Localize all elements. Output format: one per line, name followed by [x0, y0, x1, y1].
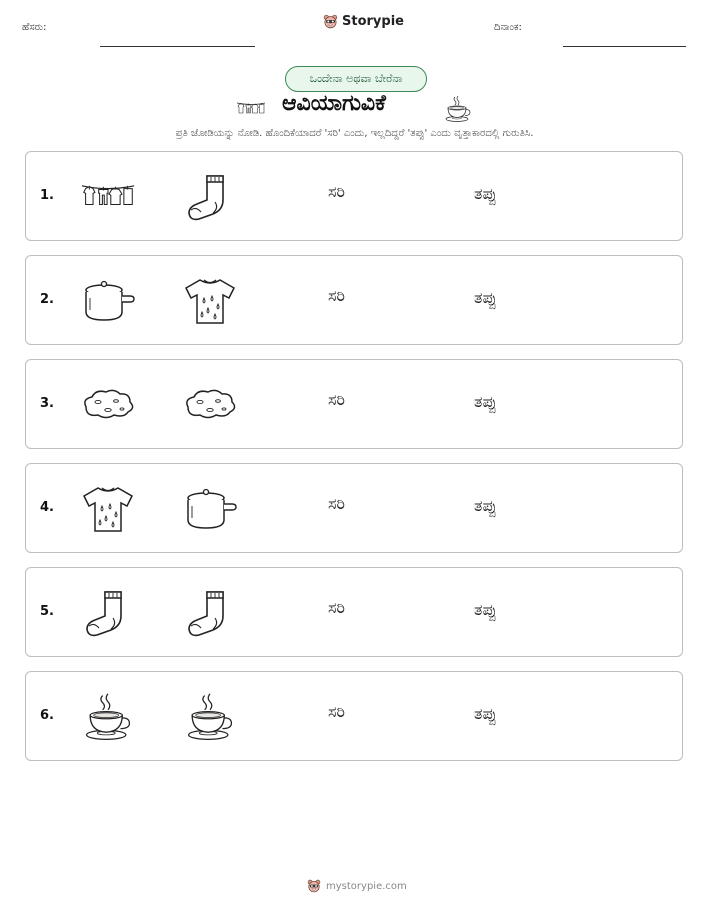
- footer-url: mystorypie.com: [326, 880, 407, 892]
- sock-icon: [182, 588, 238, 638]
- teacup-icon: [80, 692, 136, 742]
- title-row: [0, 91, 709, 125]
- page-title: ಆವಿಯಾಗುವಿಕೆ: [282, 91, 386, 116]
- teacup-icon: [444, 95, 472, 123]
- bear-logo-icon: [307, 879, 321, 893]
- name-line: [100, 46, 255, 47]
- puddle-icon: [182, 380, 238, 430]
- option-true[interactable]: ಸರಿ: [328, 494, 345, 513]
- wet-tshirt-icon: [182, 276, 238, 326]
- cooking-pot-icon: [182, 484, 238, 534]
- option-true[interactable]: ಸರಿ: [328, 286, 345, 305]
- teacup-icon: [182, 692, 238, 742]
- instructions: ಪ್ರತಿ ಜೋಡಿಯನ್ನು ನೋಡಿ. ಹೊಂದಿಕೆಯಾದರೆ 'ಸರಿ' ಎಂದು, ಇಲ್ಲದಿದ್ದರೆ 'ತಪ್ಪು' ಎಂದು ವೃತ್ತಾಕಾರದಲ್ಲಿ ಗುರುತಿಸಿ.: [175, 128, 534, 139]
- brand-name: Storypie: [342, 14, 404, 29]
- date-line: [563, 46, 686, 47]
- option-false[interactable]: ತಪ್ಪು: [474, 600, 497, 619]
- date-label: ದಿನಾಂಕ:: [494, 22, 522, 33]
- question-card: [25, 567, 683, 657]
- cooking-pot-icon: [80, 276, 136, 326]
- option-false[interactable]: ತಪ್ಪು: [474, 184, 497, 203]
- puddle-icon: [80, 380, 136, 430]
- clothesline-icon: [236, 99, 266, 119]
- option-true[interactable]: ಸರಿ: [328, 702, 345, 721]
- option-false[interactable]: ತಪ್ಪು: [474, 288, 497, 307]
- option-true[interactable]: ಸರಿ: [328, 182, 345, 201]
- question-card: [25, 255, 683, 345]
- sock-icon: [80, 588, 136, 638]
- option-true[interactable]: ಸರಿ: [328, 390, 345, 409]
- option-false[interactable]: ತಪ್ಪು: [474, 392, 497, 411]
- question-number: 6.: [40, 708, 54, 723]
- sock-icon: [182, 172, 238, 222]
- option-false[interactable]: ತಪ್ಪು: [474, 496, 497, 515]
- question-number: 1.: [40, 188, 54, 203]
- option-false[interactable]: ತಪ್ಪು: [474, 704, 497, 723]
- question-number: 4.: [40, 500, 54, 515]
- question-number: 5.: [40, 604, 54, 619]
- question-number: 3.: [40, 396, 54, 411]
- name-label: ಹೆಸರು:: [22, 22, 47, 33]
- worksheet-header: [0, 14, 709, 44]
- bear-logo-icon: [323, 14, 338, 29]
- footer: [307, 879, 407, 893]
- question-card: [25, 359, 683, 449]
- question-card: [25, 151, 683, 241]
- clothesline-icon: [80, 172, 136, 222]
- option-true[interactable]: ಸರಿ: [328, 598, 345, 617]
- question-card: [25, 463, 683, 553]
- question-number: 2.: [40, 292, 54, 307]
- worksheet-type-badge: ಒಂದೇನಾ ಅಥವಾ ಬೇರೆನಾ: [285, 66, 427, 92]
- wet-tshirt-icon: [80, 484, 136, 534]
- brand-logo: [323, 14, 404, 29]
- question-card: [25, 671, 683, 761]
